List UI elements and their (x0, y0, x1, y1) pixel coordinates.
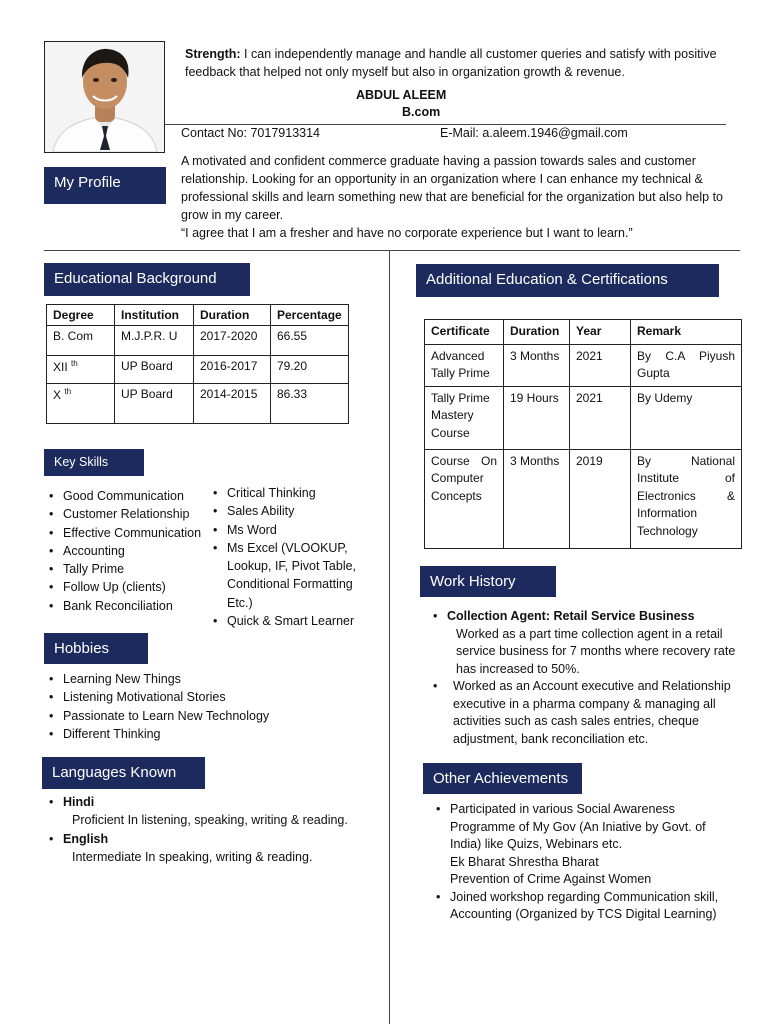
table-cell: By Udemy (631, 386, 742, 449)
table-header-row (47, 305, 349, 326)
strength-text: I can independently manage and handle all customer queries and satisfy with positive feedback that helped not only myself but also in organization growth & revenue. (185, 47, 717, 79)
table-header-cell: Duration (504, 320, 570, 345)
certifications-table (424, 319, 742, 549)
list-item: • Effective Communication (46, 524, 216, 542)
table-header-cell: Remark (631, 320, 742, 345)
person-avatar-icon (45, 42, 164, 152)
job-description: Worked as a part time collection agent in a retail service business for 7 months where recovery rate has increased to 50%. (456, 626, 736, 676)
table-cell: 2021 (570, 344, 631, 386)
skills-list-1 (46, 487, 216, 615)
table-cell: 79.20 (271, 356, 349, 384)
column-divider (389, 250, 390, 1024)
skills-list-2 (210, 484, 375, 630)
header-divider (165, 124, 726, 125)
table-row (47, 384, 349, 424)
table-cell: By C.A Piyush Gupta (631, 344, 742, 386)
section-title-hobbies: Hobbies (44, 633, 148, 664)
section-title-profile: My Profile (44, 167, 166, 204)
table-cell: 86.33 (271, 384, 349, 424)
achievement-text: Participated in various Social Awareness Programme of My Gov (An Iniative by Govt. of India) like Quizs, Webinars etc. (450, 802, 706, 851)
language-item (46, 793, 376, 830)
table-cell: M.J.P.R. U (115, 326, 194, 356)
contact-number: Contact No: 7017913314 (181, 126, 320, 140)
list-item: • Learning New Things (46, 670, 366, 688)
email-address: E-Mail: a.aleem.1946@gmail.com (440, 126, 628, 140)
languages-list (46, 793, 376, 866)
section-title-education: Educational Background (44, 263, 250, 296)
table-cell (47, 384, 115, 424)
table-cell: 3 Months (504, 344, 570, 386)
achievement-text: Joined workshop regarding Communication skill, Accounting (Organized by TCS Digital Learning) (450, 889, 719, 921)
table-row (425, 344, 742, 386)
list-item: • Quick & Smart Learner (210, 612, 375, 630)
table-cell: B. Com (47, 326, 115, 356)
candidate-degree: B.com (402, 105, 441, 119)
language-item (46, 830, 376, 867)
table-cell: Advanced Tally Prime (425, 344, 504, 386)
profile-photo (44, 41, 165, 153)
table-row (47, 326, 349, 356)
degree-text: XII (53, 360, 68, 374)
table-header-cell: Year (570, 320, 631, 345)
list-item: • Passionate to Learn New Technology (46, 707, 366, 725)
hobbies-list (46, 670, 366, 743)
table-row (47, 356, 349, 384)
list-item: • Different Thinking (46, 725, 366, 743)
profile-text: A motivated and confident commerce graduate having a passion towards sales and customer relationship. Looking for an opportunity in an organization where I can enhance my technical & professional skills and learn something new that are beneficial for the organization but also help to grow in my career. (181, 154, 723, 222)
list-item: • Bank Reconciliation (46, 597, 216, 615)
table-cell: 66.55 (271, 326, 349, 356)
section-title-achievements: Other Achievements (423, 763, 582, 794)
education-table (46, 304, 349, 424)
table-cell: 19 Hours (504, 386, 570, 449)
table-cell: 2017-2020 (194, 326, 271, 356)
list-item: • Accounting (46, 542, 216, 560)
list-item (430, 608, 740, 678)
language-name: English (63, 831, 109, 846)
achievements-list (433, 801, 733, 924)
profile-section (181, 152, 726, 242)
table-cell: 3 Months (504, 449, 570, 548)
list-item (430, 678, 740, 748)
table-cell: UP Board (115, 356, 194, 384)
list-item: • Good Communication (46, 487, 216, 505)
section-title-languages: Languages Known (42, 757, 205, 789)
table-cell: 2014-2015 (194, 384, 271, 424)
table-cell: By National Institute of Electronics & Information Technology (631, 449, 742, 548)
language-detail: Proficient In listening, speaking, writing & reading. (72, 813, 348, 828)
section-title-work: Work History (420, 566, 556, 597)
table-header-cell: Certificate (425, 320, 504, 345)
table-header-cell: Institution (115, 305, 194, 326)
section-title-skills: Key Skills (44, 449, 144, 476)
table-header-cell: Percentage (271, 305, 349, 326)
list-item: • Listening Motivational Stories (46, 688, 366, 706)
list-item: • Customer Relationship (46, 505, 216, 523)
table-header-row (425, 320, 742, 345)
degree-text: X (53, 388, 62, 402)
achievement-sub-item: Ek Bharat Shrestha Bharat (450, 854, 599, 869)
list-item: • Critical Thinking (210, 484, 375, 502)
superscript: th (71, 359, 78, 368)
table-cell: 2016-2017 (194, 356, 271, 384)
table-cell (47, 356, 115, 384)
table-header-cell: Duration (194, 305, 271, 326)
list-item (433, 801, 733, 889)
list-item: • Tally Prime (46, 560, 216, 578)
table-cell: Tally Prime Mastery Course (425, 386, 504, 449)
section-title-certifications: Additional Education & Certifications (416, 264, 719, 297)
list-item: • Sales Ability (210, 502, 375, 520)
strength-label: Strength: (185, 47, 241, 61)
horizontal-divider (44, 250, 740, 251)
strength-statement (185, 45, 725, 81)
job-description: Worked as an Account executive and Relationship executive in a pharma company & managing all activities such as cash sales entries, cheque adjustment, bank reconciliation etc. (453, 679, 731, 746)
profile-quote: “I agree that I am a fresher and have no corporate experience but I want to learn.” (181, 226, 633, 240)
list-item (433, 889, 733, 924)
superscript: th (64, 387, 72, 396)
table-cell: 2019 (570, 449, 631, 548)
table-cell: 2021 (570, 386, 631, 449)
table-header-cell: Degree (47, 305, 115, 326)
work-list (430, 608, 740, 748)
table-cell: UP Board (115, 384, 194, 424)
list-item: • Ms Word (210, 521, 375, 539)
language-detail: Intermediate In speaking, writing & reading. (72, 849, 313, 864)
table-row (425, 449, 742, 548)
language-name: Hindi (63, 795, 95, 809)
list-item: • Follow Up (clients) (46, 578, 216, 596)
candidate-name: ABDUL ALEEM (356, 88, 447, 102)
table-cell: Course On Computer Concepts (425, 449, 504, 548)
table-row (425, 386, 742, 449)
job-title: Collection Agent: Retail Service Business (447, 609, 695, 623)
achievement-sub-item: Prevention of Crime Against Women (450, 872, 652, 886)
list-item: • Ms Excel (VLOOKUP, Lookup, IF, Pivot Table, Conditional Formatting Etc.) (210, 539, 375, 612)
